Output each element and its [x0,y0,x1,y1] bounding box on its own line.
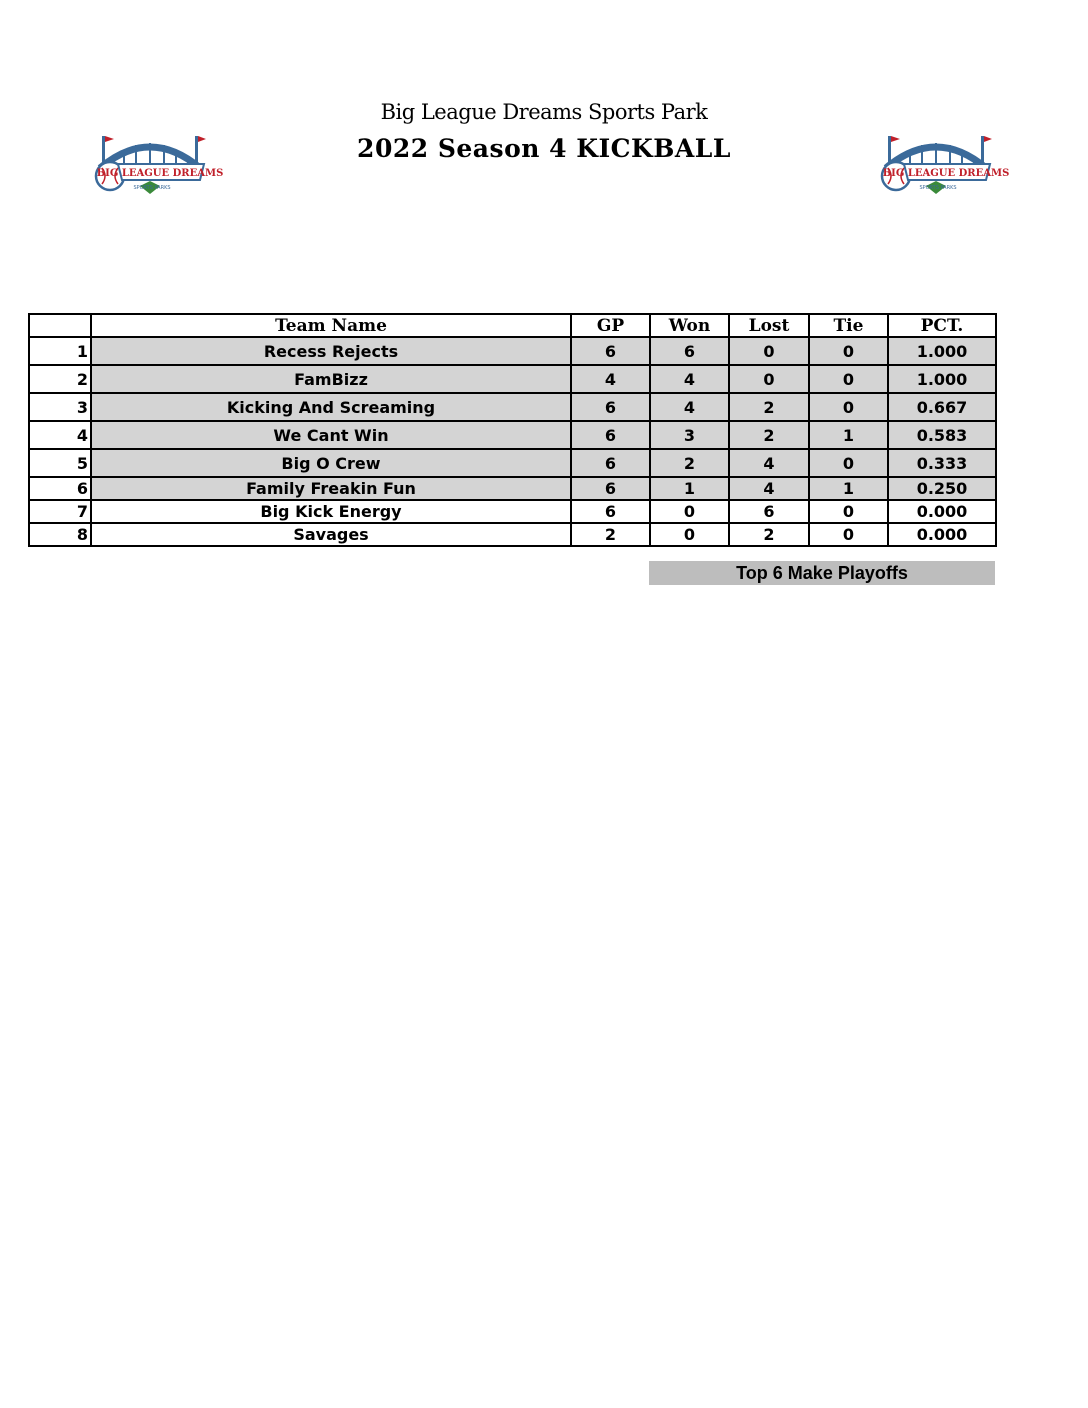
lost-cell: 6 [729,500,809,523]
column-header-rank [29,314,91,337]
playoff-note: Top 6 Make Playoffs [649,561,995,585]
lost-cell: 4 [729,477,809,500]
rank-cell: 2 [29,365,91,393]
gp-cell: 6 [571,393,650,421]
column-header-team-name: Team Name [91,314,571,337]
won-cell: 1 [650,477,729,500]
tie-cell: 0 [809,449,888,477]
pct-cell: 1.000 [888,365,996,393]
team-name-cell: Big Kick Energy [91,500,571,523]
table-row [29,337,996,365]
gp-cell: 6 [571,421,650,449]
team-name-cell: We Cant Win [91,421,571,449]
won-cell: 4 [650,365,729,393]
rank-cell: 8 [29,523,91,546]
team-name-cell: Family Freakin Fun [91,477,571,500]
table-row [29,365,996,393]
team-name-cell: Recess Rejects [91,337,571,365]
table-row [29,449,996,477]
rank-cell: 4 [29,421,91,449]
big-league-dreams-logo [92,128,224,202]
lost-cell: 0 [729,365,809,393]
svg-text:SPORTS PARKS: SPORTS PARKS [133,185,171,191]
won-cell: 0 [650,523,729,546]
standings-table [28,313,997,547]
tie-cell: 0 [809,393,888,421]
table-row [29,393,996,421]
table-header-row [29,314,996,337]
gp-cell: 6 [571,449,650,477]
svg-text:BIG LEAGUE DREAMS: BIG LEAGUE DREAMS [96,168,224,179]
pct-cell: 0.333 [888,449,996,477]
pct-cell: 0.000 [888,523,996,546]
tie-cell: 0 [809,523,888,546]
team-name-cell: Kicking And Screaming [91,393,571,421]
lost-cell: 0 [729,337,809,365]
svg-text:BIG LEAGUE DREAMS: BIG LEAGUE DREAMS [882,168,1010,179]
pct-cell: 0.583 [888,421,996,449]
pct-cell: 0.250 [888,477,996,500]
won-cell: 0 [650,500,729,523]
team-name-cell: Big O Crew [91,449,571,477]
team-name-cell: Savages [91,523,571,546]
page-title-season: 2022 Season 4 KICKBALL [357,134,731,163]
rank-cell: 7 [29,500,91,523]
column-header-won: Won [650,314,729,337]
pct-cell: 1.000 [888,337,996,365]
column-header-pct: PCT. [888,314,996,337]
tie-cell: 1 [809,421,888,449]
gp-cell: 4 [571,365,650,393]
svg-text:SPORTS PARKS: SPORTS PARKS [919,185,957,191]
column-header-tie: Tie [809,314,888,337]
column-header-gp: GP [571,314,650,337]
gp-cell: 6 [571,500,650,523]
won-cell: 6 [650,337,729,365]
rank-cell: 1 [29,337,91,365]
rank-cell: 6 [29,477,91,500]
page-title-venue: Big League Dreams Sports Park [380,100,708,124]
rank-cell: 3 [29,393,91,421]
gp-cell: 6 [571,477,650,500]
tie-cell: 0 [809,500,888,523]
gp-cell: 2 [571,523,650,546]
table-row [29,421,996,449]
team-name-cell: FamBizz [91,365,571,393]
table-row [29,523,996,546]
lost-cell: 2 [729,523,809,546]
lost-cell: 2 [729,421,809,449]
rank-cell: 5 [29,449,91,477]
pct-cell: 0.000 [888,500,996,523]
table-row [29,500,996,523]
table-row [29,477,996,500]
won-cell: 4 [650,393,729,421]
tie-cell: 1 [809,477,888,500]
lost-cell: 4 [729,449,809,477]
tie-cell: 0 [809,365,888,393]
big-league-dreams-logo [878,128,1010,202]
won-cell: 3 [650,421,729,449]
gp-cell: 6 [571,337,650,365]
tie-cell: 0 [809,337,888,365]
column-header-lost: Lost [729,314,809,337]
lost-cell: 2 [729,393,809,421]
won-cell: 2 [650,449,729,477]
pct-cell: 0.667 [888,393,996,421]
